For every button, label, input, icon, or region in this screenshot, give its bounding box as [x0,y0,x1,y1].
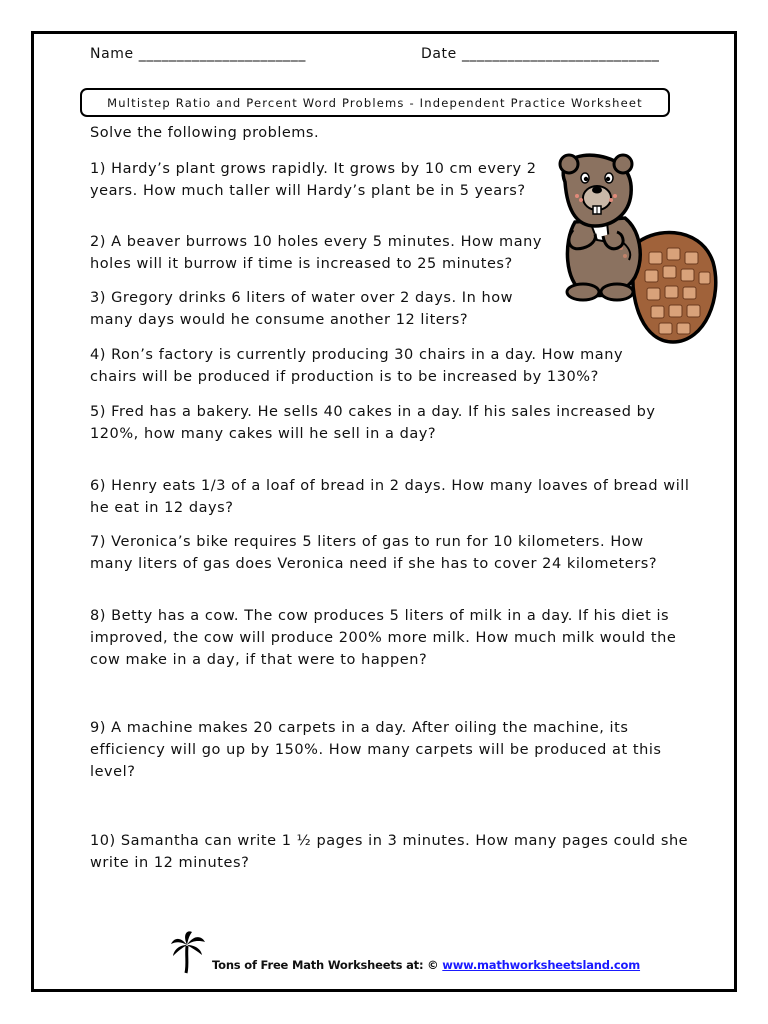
date-field [421,46,660,62]
footer-text [212,958,640,974]
problem-3: 3) Gregory drinks 6 liters of water over 2 days. In how many days would he consume another 12 liters? [90,290,514,328]
footer [170,930,640,974]
footer-caption: Tons of Free Math Worksheets at: © [212,958,439,972]
palm-tree-icon [170,930,206,974]
problem-6: 6) Henry eats 1/3 of a loaf of bread in 2 days. How many loaves of bread will he eat in 12 days? [90,478,690,516]
problem-10: 10) Samantha can write 1 ½ pages in 3 minutes. How many pages could she write in 12 minutes? [90,833,689,871]
worksheet-title: Multistep Ratio and Percent Word Problems - Independent Practice Worksheet [107,95,643,110]
problem-8: 8) Betty has a cow. The cow produces 5 liters of milk in a day. If his diet is improved, the cow will produce 200% more milk. How much milk would the cow make in a day, if that were to happen? [90,608,677,668]
beaver-tail [633,233,716,342]
problem-7: 7) Veronica’s bike requires 5 liters of gas to run for 10 kilometers. How many liters of gas does Veronica need if she has to cover 24 kilometers? [90,534,658,572]
footer-link[interactable]: www.mathworksheetsland.com [442,958,641,972]
problem-2: 2) A beaver burrows 10 holes every 5 minutes. How many holes will it burrow if time is increased to 25 minutes? [90,234,543,272]
problem-5: 5) Fred has a bakery. He sells 40 cakes in a day. If his sales increased by 120%, how many cakes will he sell in a day? [90,404,656,442]
name-label: Name [90,46,134,62]
name-blank: ______________________ [138,46,306,62]
problem-4: 4) Ron’s factory is currently producing 30 chairs in a day. How many chairs will be produced if production is to be increased by 130%? [90,347,624,385]
date-label: Date [421,46,457,62]
beaver-icon [555,152,720,347]
problem-9: 9) A machine makes 20 carpets in a day. After oiling the machine, its efficiency will go up by 150%. How many carpets will be produced at this level? [90,720,662,780]
date-blank: __________________________ [461,46,660,62]
problem-1: 1) Hardy’s plant grows rapidly. It grows by 10 cm every 2 years. How much taller will Hardy’s plant be in 5 years? [90,161,537,199]
instructions: Solve the following problems. [90,125,320,141]
worksheet-title-box [80,88,670,117]
name-field [90,46,306,62]
